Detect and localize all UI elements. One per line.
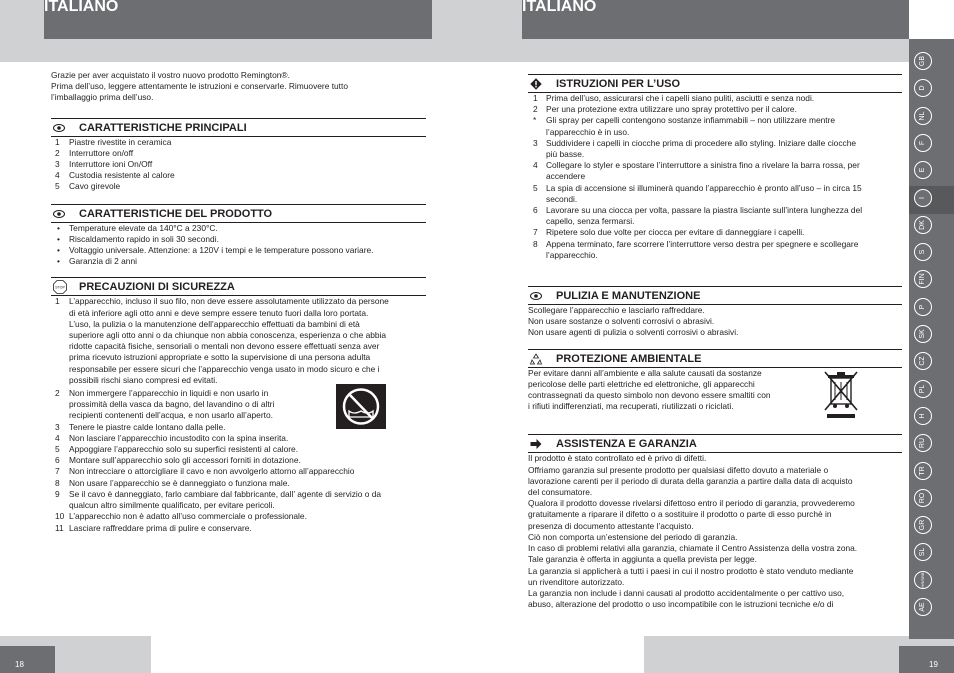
text-line: L’uso, la pulizia o la manutenzione dell’apparecchio effettuati da bambini di età <box>69 318 360 329</box>
item-number: 4 <box>55 170 60 181</box>
intro-line: l’imballaggio prima dell’uso. <box>51 92 154 103</box>
item-text <box>69 296 426 386</box>
item-text: Non intrecciare o attorcigliare il cavo e non avvolgerlo attorno all’apparecchio <box>69 466 355 477</box>
item-number: 2 <box>55 147 60 158</box>
text-line: Collegare lo styler e spostare l’interruttore a sinistra fino a rivelare la barra rossa, per <box>546 160 860 171</box>
item-text: Piastre rivestite in ceramica <box>69 136 172 147</box>
text-line: presenza di documento attestante l’acquisto. <box>528 520 694 531</box>
text-line: Tale garanzia è offerta in aggiunta a quella prevista per legge. <box>528 554 757 565</box>
list-item <box>51 478 426 489</box>
list-item <box>51 223 426 234</box>
item-text: Non usare l’apparecchio se è danneggiato o funziona male. <box>69 477 290 488</box>
text-line: Appena terminato, fare scorrere l’interruttore verso destra per spegnere e scollegare <box>546 238 859 249</box>
text-line: un rivenditore autorizzato. <box>528 576 625 587</box>
text-line: possibili rischi siano compresi ed evitati. <box>69 374 218 385</box>
list-item <box>51 433 426 444</box>
item-number: • <box>57 245 60 256</box>
item-text: Montare sull’apparecchio solo gli accessori forniti in dotazione. <box>69 455 301 466</box>
list-item <box>51 422 426 433</box>
text-line: Non usare agenti di pulizia o solventi corrosivi o abrasivi. <box>528 327 739 338</box>
list-item <box>51 234 426 245</box>
item-text: Custodia resistente al calore <box>69 170 175 181</box>
language-tab-gb[interactable]: GB <box>914 52 932 70</box>
section-header-instructions <box>528 74 902 93</box>
text-line: gratuitamente a riparare il difetto o a sostituire il prodotto o parte di esso purchè in <box>528 509 832 520</box>
language-tab-dk[interactable]: DK <box>914 216 932 234</box>
item-number: 5 <box>55 181 60 192</box>
environment-block <box>528 368 902 413</box>
section-header-safety <box>51 277 426 296</box>
list-item <box>51 466 426 477</box>
text-line: La garanzia non include i danni causati al prodotto accidentalmente o per cattivo uso, <box>528 587 845 598</box>
instructions-list <box>528 93 902 261</box>
left-page-number: 18 <box>15 660 24 669</box>
left-header-bar <box>44 0 432 39</box>
text-line: Lavorare su una ciocca per volta, passare la piastra lisciante sull’intera lunghezza del <box>546 205 863 216</box>
warranty-text <box>528 453 902 610</box>
item-text <box>69 489 426 511</box>
safety-list <box>51 296 426 533</box>
language-tab-p[interactable]: P <box>914 298 932 316</box>
instruction-item <box>528 93 902 104</box>
text-line: di età inferiore agli otto anni e deve sempre essere tenuto fuori dalla loro portata. <box>69 307 369 318</box>
right-page-number: 19 <box>929 660 938 669</box>
features-list <box>51 137 426 193</box>
eye-icon <box>53 208 65 220</box>
section-header-warranty <box>528 434 902 453</box>
item-text: Cavo girevole <box>69 181 121 192</box>
safety-items-end <box>51 511 426 533</box>
eye-icon <box>53 122 65 134</box>
text-line: L’apparecchio, incluso il suo filo, non deve essere assolutamente utilizzato da persone <box>69 296 389 307</box>
language-tab-nl[interactable]: NL <box>914 107 932 125</box>
item-number: 8 <box>55 477 60 488</box>
item-number: * <box>533 115 537 126</box>
list-item <box>51 523 426 534</box>
right-footer-bar <box>899 646 954 673</box>
section-title: PROTEZIONE AMBIENTALE <box>556 352 702 365</box>
item-number: 6 <box>533 205 538 216</box>
item-text: Riscaldamento rapido in soli 30 secondi. <box>69 233 219 244</box>
text-line: Ciò non comporta un’estensione del periodo di garanzia. <box>528 531 738 542</box>
recycle-icon <box>530 353 542 365</box>
section-title: PULIZIA E MANUTENZIONE <box>556 290 701 303</box>
instruction-item <box>528 183 902 205</box>
language-tab-pl[interactable]: PL <box>914 380 932 398</box>
left-footer-bar <box>0 646 55 673</box>
language-tab-h[interactable]: H <box>914 407 932 425</box>
language-tab-ru[interactable]: RU <box>914 434 932 452</box>
list-item <box>51 181 426 192</box>
text-line: superiore agli otto anni o da chiunque non abbia conoscenza, esperienza o che abbia <box>69 330 387 341</box>
item-text: Interruttore on/off <box>69 147 134 158</box>
section-title: ISTRUZIONI PER L’USO <box>556 78 681 90</box>
item-number: • <box>57 233 60 244</box>
text-line: Scollegare l’apparecchio e lasciarlo raffreddare. <box>528 305 705 316</box>
left-column <box>51 70 426 534</box>
language-tab-ae[interactable]: AE <box>914 598 932 616</box>
text-line: Per evitare danni all’ambiente e alla salute causati da sostanze <box>528 367 762 378</box>
item-number: 5 <box>55 444 60 455</box>
instruction-item <box>528 104 902 115</box>
list-item <box>51 148 426 159</box>
language-tab-s[interactable]: S <box>914 243 932 261</box>
text-line: contrassegnati da questo simbolo non devono essere smaltiti con <box>528 390 771 401</box>
item-number: 8 <box>533 238 538 249</box>
item-number: 5 <box>533 182 538 193</box>
section-title: CARATTERISTICHE DEL PRODOTTO <box>79 207 273 220</box>
instruction-item <box>528 239 902 261</box>
text-line: Non usare sostanze o solventi corrosivi o abrasivi. <box>528 316 715 327</box>
item-text: Non lasciare l’apparecchio incustodito con la spina inserita. <box>69 432 289 443</box>
item-number: • <box>57 256 60 267</box>
arrow-right-icon <box>530 438 542 450</box>
cleaning-text <box>528 305 902 339</box>
text-line: Ripetere solo due volte per ciocca per evitare di danneggiare i capelli. <box>546 227 805 238</box>
text-line: La spia di accensione si illuminerà quando l’apparecchio è pronto all’uso – in circa 15 <box>546 182 862 193</box>
right-column <box>528 74 902 610</box>
text-line: Qualora il prodotto dovesse rivelarsi difettoso entro il periodo di garanzia, provvederemo <box>528 498 855 509</box>
item-number: 3 <box>533 137 538 148</box>
instruction-item <box>528 205 902 227</box>
text-line: recipienti contenenti dell’acqua, e non usarlo all’aperto. <box>69 410 273 421</box>
text-line: Offriamo garanzia sul presente prodotto per qualsiasi difetto dovuto a materiale o <box>528 464 829 475</box>
text-line: prossimità della vasca da bagno, del lavandino o di altri <box>69 399 275 410</box>
intro-text <box>51 70 426 104</box>
instruction-item <box>528 115 902 137</box>
language-tab-fin[interactable]: FIN <box>914 270 932 288</box>
item-number: 2 <box>55 388 60 399</box>
left-header-title: ITALIANO <box>44 0 119 15</box>
list-item <box>51 137 426 148</box>
text-line: Suddividere i capelli in ciocche prima di procedere allo styling. Iniziare dalle ciocche <box>546 137 857 148</box>
section-header-product <box>51 204 426 223</box>
text-line: qualcun altro similmente qualificato, per evitare pericoli. <box>69 500 275 511</box>
safety-item-2 <box>51 388 426 422</box>
text-line: abuso, alterazione del prodotto o uso incompatibile con le istruzioni tecniche e/o di <box>528 599 834 610</box>
text-line: Il prodotto è stato controllato ed è privo di difetti. <box>528 453 707 464</box>
text-line: La garanzia si applicherà a tutti i paesi in cui il nostro prodotto è stato venduto mediante <box>528 565 854 576</box>
item-number: 1 <box>55 136 60 147</box>
language-tab-tr[interactable]: TR <box>914 462 932 480</box>
safety-item-9 <box>51 489 426 511</box>
language-tab-gr[interactable]: GR <box>914 516 932 534</box>
language-tab-i[interactable]: I <box>914 189 932 207</box>
item-number: 7 <box>533 227 538 238</box>
item-number: 1 <box>533 93 538 103</box>
text-line: In caso di problemi relativi alla garanzia, chiamate il Centro Assistenza della vostra zona. <box>528 543 858 554</box>
language-tab-hr-srb[interactable]: HR/SRB <box>914 571 932 589</box>
item-text: Appoggiare l’apparecchio solo su superfici resistenti al calore. <box>69 444 299 455</box>
language-tab-sk[interactable]: SK <box>914 325 932 343</box>
language-tab-sl[interactable]: SL <box>914 543 932 561</box>
list-item <box>51 159 426 170</box>
section-header-features <box>51 118 426 137</box>
item-text: Interruttore ioni On/Off <box>69 159 153 170</box>
language-tab-f[interactable]: F <box>914 134 932 152</box>
item-text: L’apparecchio non è adatto all’uso commerciale o professionale. <box>69 511 307 522</box>
item-number: 4 <box>533 160 538 171</box>
item-text: Garanzia di 2 anni <box>69 256 137 267</box>
text-line: accendere <box>546 171 586 182</box>
section-title: CARATTERISTICHE PRINCIPALI <box>79 121 247 134</box>
list-item <box>51 170 426 181</box>
language-tab-e[interactable]: E <box>914 161 932 179</box>
text-line: l’apparecchio è in uso. <box>546 126 630 137</box>
instruction-item <box>528 227 902 238</box>
text-line: l’apparecchio. <box>546 249 598 260</box>
eye-icon <box>530 290 542 302</box>
instruction-item <box>528 160 902 182</box>
text-line: Non immergere l’apparecchio in liquidi e non usarlo in <box>69 388 269 399</box>
stop-icon-label: STOP <box>55 285 65 290</box>
product-list <box>51 223 426 268</box>
item-number: 11 <box>55 522 64 533</box>
item-number: 3 <box>55 421 60 432</box>
safety-item-1 <box>51 296 426 386</box>
safety-items <box>51 422 426 489</box>
intro-line: Grazie per aver acquistato il vostro nuovo prodotto Remington®. <box>51 70 290 80</box>
right-header-title: ITALIANO <box>522 0 597 15</box>
text-line: responsabile per essere sicuri che l’apparecchio venga usato in modo sicuro e che i <box>69 363 380 374</box>
section-title: PRECAUZIONI DI SICUREZZA <box>79 281 235 294</box>
item-text: Tenere le piastre calde lontano dalla pelle. <box>69 421 226 432</box>
text-line: Se il cavo è danneggiato, farlo cambiare dal fabbricante, dall’ agente di servizio o da <box>69 488 382 499</box>
item-number: 9 <box>55 488 60 499</box>
text-line: del consumatore. <box>528 487 593 498</box>
intro-line: Prima dell’uso, leggere attentamente le istruzioni e conservarle. Rimuovere tutto <box>51 81 348 92</box>
language-tab-ro[interactable]: RO <box>914 489 932 507</box>
text-line: Gli spray per capelli contengono sostanze infiammabili – non utilizzare mentre <box>546 115 836 126</box>
right-header-bar <box>522 0 909 39</box>
instruction-item <box>528 138 902 160</box>
text-line: i rifiuti indifferenziati, ma recuperati, riutilizzati o riciclati. <box>528 401 734 412</box>
item-text: Lasciare raffreddare prima di pulire e conservare. <box>69 522 252 533</box>
warning-icon <box>530 78 542 90</box>
item-number: 4 <box>55 432 60 443</box>
item-number: 7 <box>55 466 60 477</box>
list-item <box>51 245 426 256</box>
list-item <box>51 444 426 455</box>
text-line: Prima dell’uso, assicurarsi che i capelli siano puliti, asciutti e senza nodi. <box>546 93 815 103</box>
text-line: lavorazione carenti per il periodo di durata della garanzia a partire dalla data di acquisto <box>528 475 853 486</box>
language-tab-cz[interactable]: CZ <box>914 352 932 370</box>
item-number: 1 <box>55 296 60 307</box>
list-item <box>51 256 426 267</box>
item-number: 2 <box>533 104 538 115</box>
weee-bin-icon <box>822 370 860 420</box>
item-text: Voltaggio universale. Attenzione: a 120V i tempi e le temperature possono variare. <box>69 245 374 256</box>
section-title: ASSISTENZA E GARANZIA <box>556 438 697 451</box>
section-header-environment <box>528 349 902 368</box>
item-number: 3 <box>55 159 60 170</box>
text-line: ridotte capacità fisiche, sensoriali o mentali non devono essere effettuati senza aver <box>69 341 380 352</box>
section-header-cleaning <box>528 286 902 305</box>
list-item <box>51 511 426 522</box>
text-line: più basse. <box>546 149 585 160</box>
text-line: capello, senza fermarsi. <box>546 216 635 227</box>
list-item <box>51 455 426 466</box>
text-line: Per una protezione extra utilizzare uno spray protettivo per il calore. <box>546 104 797 115</box>
text-line: secondi. <box>546 193 578 204</box>
language-tab-d[interactable]: D <box>914 79 932 97</box>
item-number: 10 <box>55 511 65 522</box>
item-text: Temperature elevate da 140°C a 230°C. <box>69 222 218 233</box>
text-line: prima ricevuto istruzioni appropriate e sotto la supervisione di una persona adulta <box>69 352 371 363</box>
text-line: pericolose delle parti elettriche ed elettroniche, gli apparecchi <box>528 378 755 389</box>
item-number: • <box>57 222 60 233</box>
stop-icon <box>53 280 67 294</box>
item-number: 6 <box>55 455 60 466</box>
